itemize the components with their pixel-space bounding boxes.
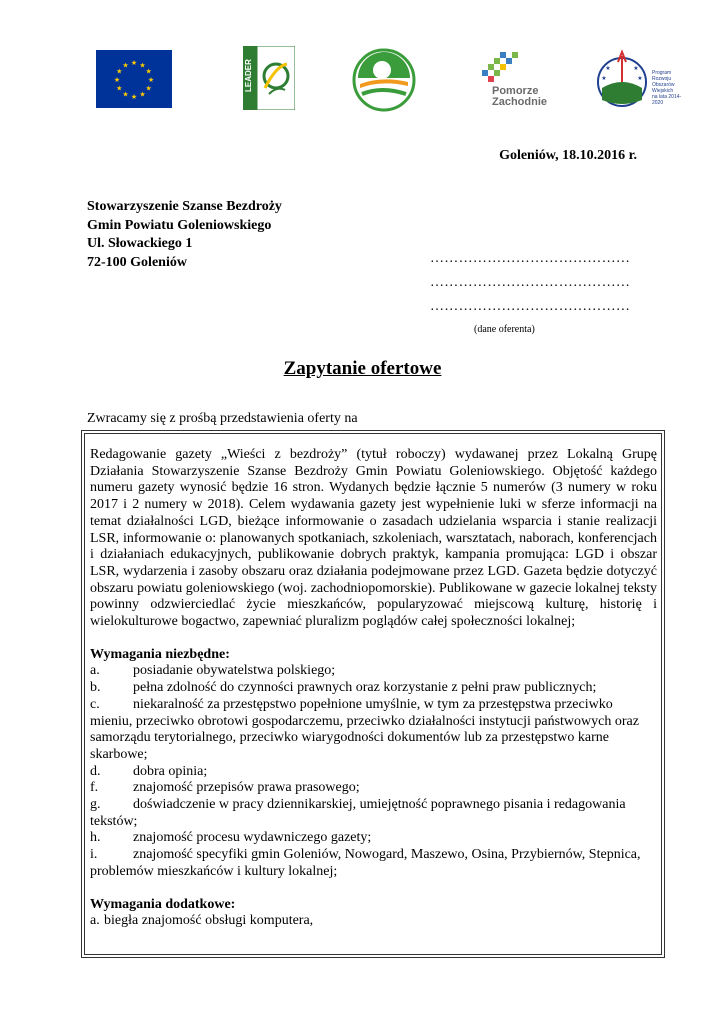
additional-title: Wymagania dodatkowe: (90, 896, 236, 912)
list-item: i. znajomość specyfiki gmin Goleniów, Nowogard, Maszewo, Osina, Przybiernów, Stepnica, problemów mieszkańców i kultury lokalnej; (90, 847, 641, 879)
list-item: a. biegła znajomość obsługi komputera, (90, 913, 314, 929)
list-item: a. posiadanie obywatelstwa polskiego; (90, 663, 336, 679)
svg-text:★: ★ (122, 61, 129, 70)
description-paragraph: Redagowanie gazety „Wieści z bezdroży” (tytuł roboczy) wydawanej przez Lokalną Grupę Działania Stowarzyszenie Szanse Bezdroży Gmin Powiatu Goleniowskiego. Objętość każdego numeru gazety wynosić będzie 16 stron. Wydanych będzie łącznie 5 numerów (3 numery w roku 2017 i 2 numery w 2018). Celem wydawania gazety jest wypełnienie luki w sferze informacji na temat działalności LGD, bieżące informowanie o zasadach udzielania wsparcia i stanie realizacji LSR, informowanie o: planowanych spotkaniach, szkoleniach, warsztatach, naborach, konferencjach i działaniach edukacyjnych, publikowanie dobrych praktyk, kampania promująca: LGD i obszar LSR, wydarzenia i zasoby obszaru oraz działania podejmowane przez LGD. Gazeta będzie dotyczyć obszaru powiatu goleniowskiego (woj. zachodniopomorskie). Publikowane w gazecie lokalnej teksty powinny odzwierciedlać życie mieszkańców, popularyzować miejscową kulturę, historię i wielokulturowe bogactwo, zapewniać pluralizm poglądów całej społeczności lokalnej; (90, 447, 657, 630)
prow-text-5: na lata 2014-2020 (652, 94, 682, 106)
svg-text:★: ★ (145, 84, 152, 93)
sender-line: 72-100 Goleniów (87, 254, 187, 270)
required-list (90, 663, 657, 880)
additional-list (90, 913, 657, 930)
svg-text:★: ★ (633, 65, 639, 72)
prow-text-2: Rozwoju (652, 76, 672, 82)
offer-box (84, 433, 662, 955)
list-item: g. doświadczenie w pracy dziennikarskiej, umiejętność poprawnego pisania i redagowania tekstów; (90, 797, 626, 829)
required-title: Wymagania niezbędne: (90, 646, 230, 662)
prow-logo (594, 48, 684, 112)
document-date: Goleniów, 18.10.2016 r. (499, 148, 637, 163)
leader-label: LEADER (244, 59, 253, 92)
svg-text:★: ★ (130, 59, 138, 67)
pomorze-label-1: Pomorze (492, 85, 539, 97)
svg-text:★: ★ (130, 93, 138, 101)
svg-text:★: ★ (147, 76, 155, 84)
recipient-dots: …………………………………… (430, 299, 631, 314)
pomorze-zachodnie-logo (470, 48, 546, 112)
page-title: Zapytanie ofertowe (283, 358, 442, 379)
recipient-caption: (dane oferenta) (474, 324, 535, 335)
recipient-dots: …………………………………… (430, 251, 631, 266)
pomorze-label-2: Zachodnie (492, 96, 548, 108)
svg-text:★: ★ (601, 75, 607, 82)
svg-text:★: ★ (116, 67, 123, 76)
svg-text:★: ★ (139, 61, 146, 70)
eu-flag-logo (96, 50, 172, 108)
svg-text:★: ★ (139, 90, 146, 99)
svg-text:★: ★ (605, 65, 611, 72)
svg-text:★: ★ (122, 90, 129, 99)
prow-text-1: Program (652, 70, 672, 76)
sender-line: Stowarzyszenie Szanse Bezdroży (87, 199, 282, 214)
svg-text:★: ★ (637, 75, 643, 82)
svg-text:★: ★ (145, 67, 152, 76)
svg-text:★: ★ (113, 76, 121, 84)
sender-line: Gmin Powiatu Goleniowskiego (87, 217, 272, 233)
intro-text: Zwracamy się z prośbą przedstawienia oferty na (87, 411, 358, 426)
list-item: c. niekaralność za przestępstwo popełnione umyślnie, w tym za przestępstwa przeciwko mieniu, przeciwko obrotowi gospodarczemu, przeciwko działalności instytucji państwowych oraz samorządu terytorialnego, przeciwko wiarygodności dokumentów lub za przestępstwo karne skarbowe; (90, 696, 639, 762)
sender-line: Ul. Słowackiego 1 (87, 236, 193, 251)
leader-logo (243, 46, 295, 110)
prow-text-3: Obszarów (652, 82, 675, 88)
svg-text:★: ★ (116, 84, 123, 93)
recipient-dots: …………………………………… (430, 275, 631, 290)
list-item: f. znajomość przepisów prawa prasowego; (90, 780, 360, 796)
list-item: b. pełna zdolność do czynności prawnych oraz korzystanie z pełni praw publicznych; (90, 680, 597, 696)
lgd-logo (352, 48, 416, 112)
prow-text-4: Wiejskich (652, 88, 674, 94)
list-item: h. znajomość procesu wydawniczego gazety; (90, 830, 372, 846)
list-item: d. dobra opinia; (90, 763, 208, 779)
sender-address (87, 198, 282, 272)
